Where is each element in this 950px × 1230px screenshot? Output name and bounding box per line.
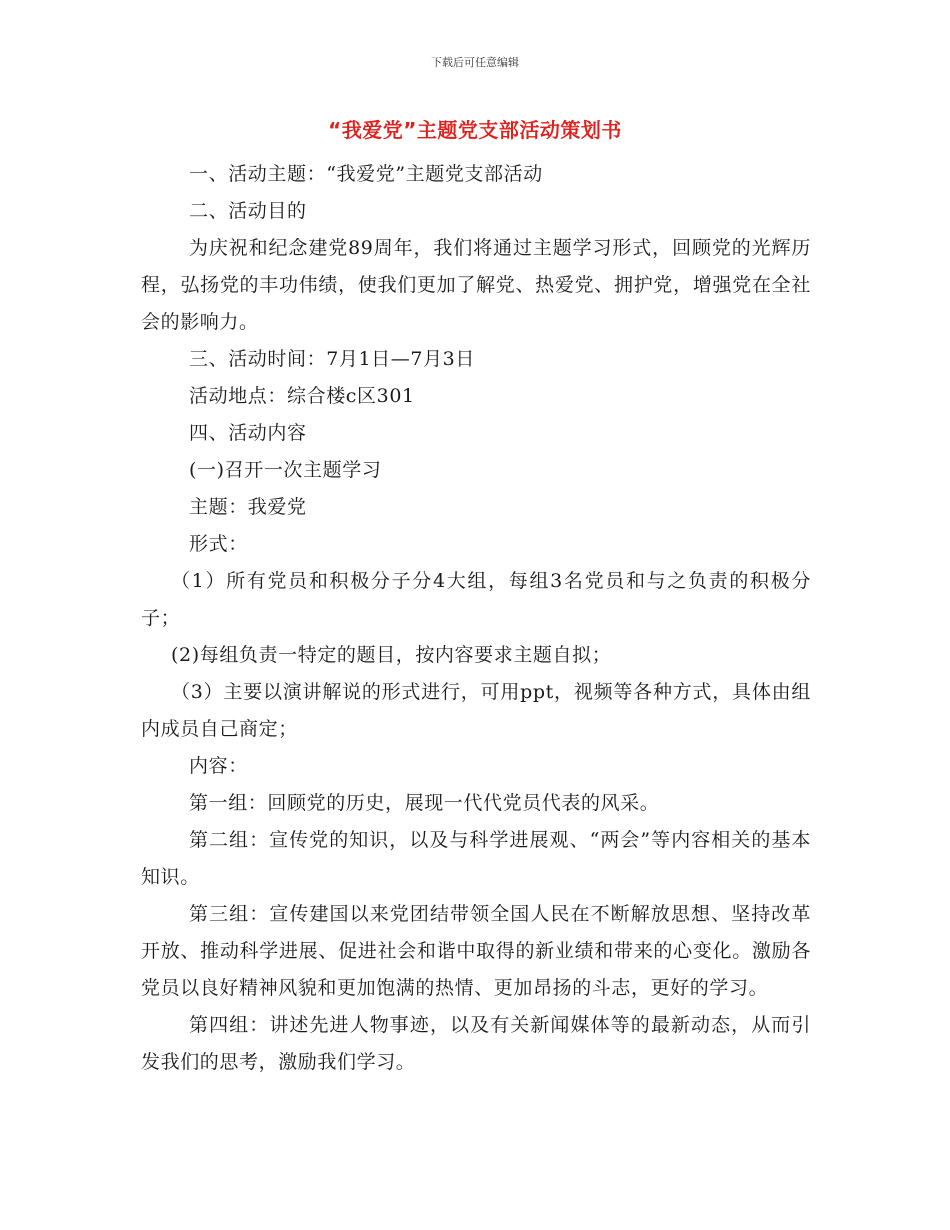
section-activity-time: 三、活动时间：7月1日—7月3日 [189,348,475,370]
form-item-3: （3）主要以演讲解说的形式进行，可用ppt，视频等各种方式，具体由组内成员自己商定； [141,681,811,740]
group-4-content: 第四组：讲述先进人物事迹，以及有关新闻媒体等的最新动态，从而引发我们的思考，激励我们学习。 [141,1014,811,1073]
study-theme: 主题：我爱党 [189,496,307,518]
activity-location: 活动地点：综合楼c区301 [189,385,415,407]
document-title: “我爱党”主题党支部活动策划书 [328,118,622,142]
section-activity-content-heading: 四、活动内容 [189,422,307,444]
subsection-theme-study: (一)召开一次主题学习 [189,459,382,481]
form-item-1: （1）所有党员和积极分子分4大组，每组3名党员和与之负责的积极分子； [141,570,811,629]
form-heading: 形式： [189,533,248,555]
section-activity-purpose-heading: 二、活动目的 [189,200,307,222]
header-note: 下载后可任意编辑 [431,56,519,69]
section-activity-theme: 一、活动主题：“我爱党”主题党支部活动 [189,163,543,185]
group-1-content: 第一组：回顾党的历史，展现一代代党员代表的风采。 [189,792,660,814]
document-body [141,156,811,1081]
form-item-2: (2)每组负责一特定的题目，按内容要求主题自拟； [171,644,612,666]
content-heading: 内容： [189,755,248,777]
group-2-content: 第二组：宣传党的知识，以及与科学进展观、“两会”等内容相关的基本知识。 [141,829,811,888]
group-3-content: 第三组：宣传建国以来党团结带领全国人民在不断解放思想、坚持改革开放、推动科学进展、促进社会和谐中取得的新业绩和带来的心变化。激励各党员以良好精神风貌和更加饱满的热情、更加昂扬的斗志，更好的学习。 [141,903,811,999]
purpose-paragraph: 为庆祝和纪念建党89周年，我们将通过主题学习形式，回顾党的光辉历程，弘扬党的丰功伟绩，使我们更加了解党、热爱党、拥护党，增强党在全社会的影响力。 [141,237,811,333]
